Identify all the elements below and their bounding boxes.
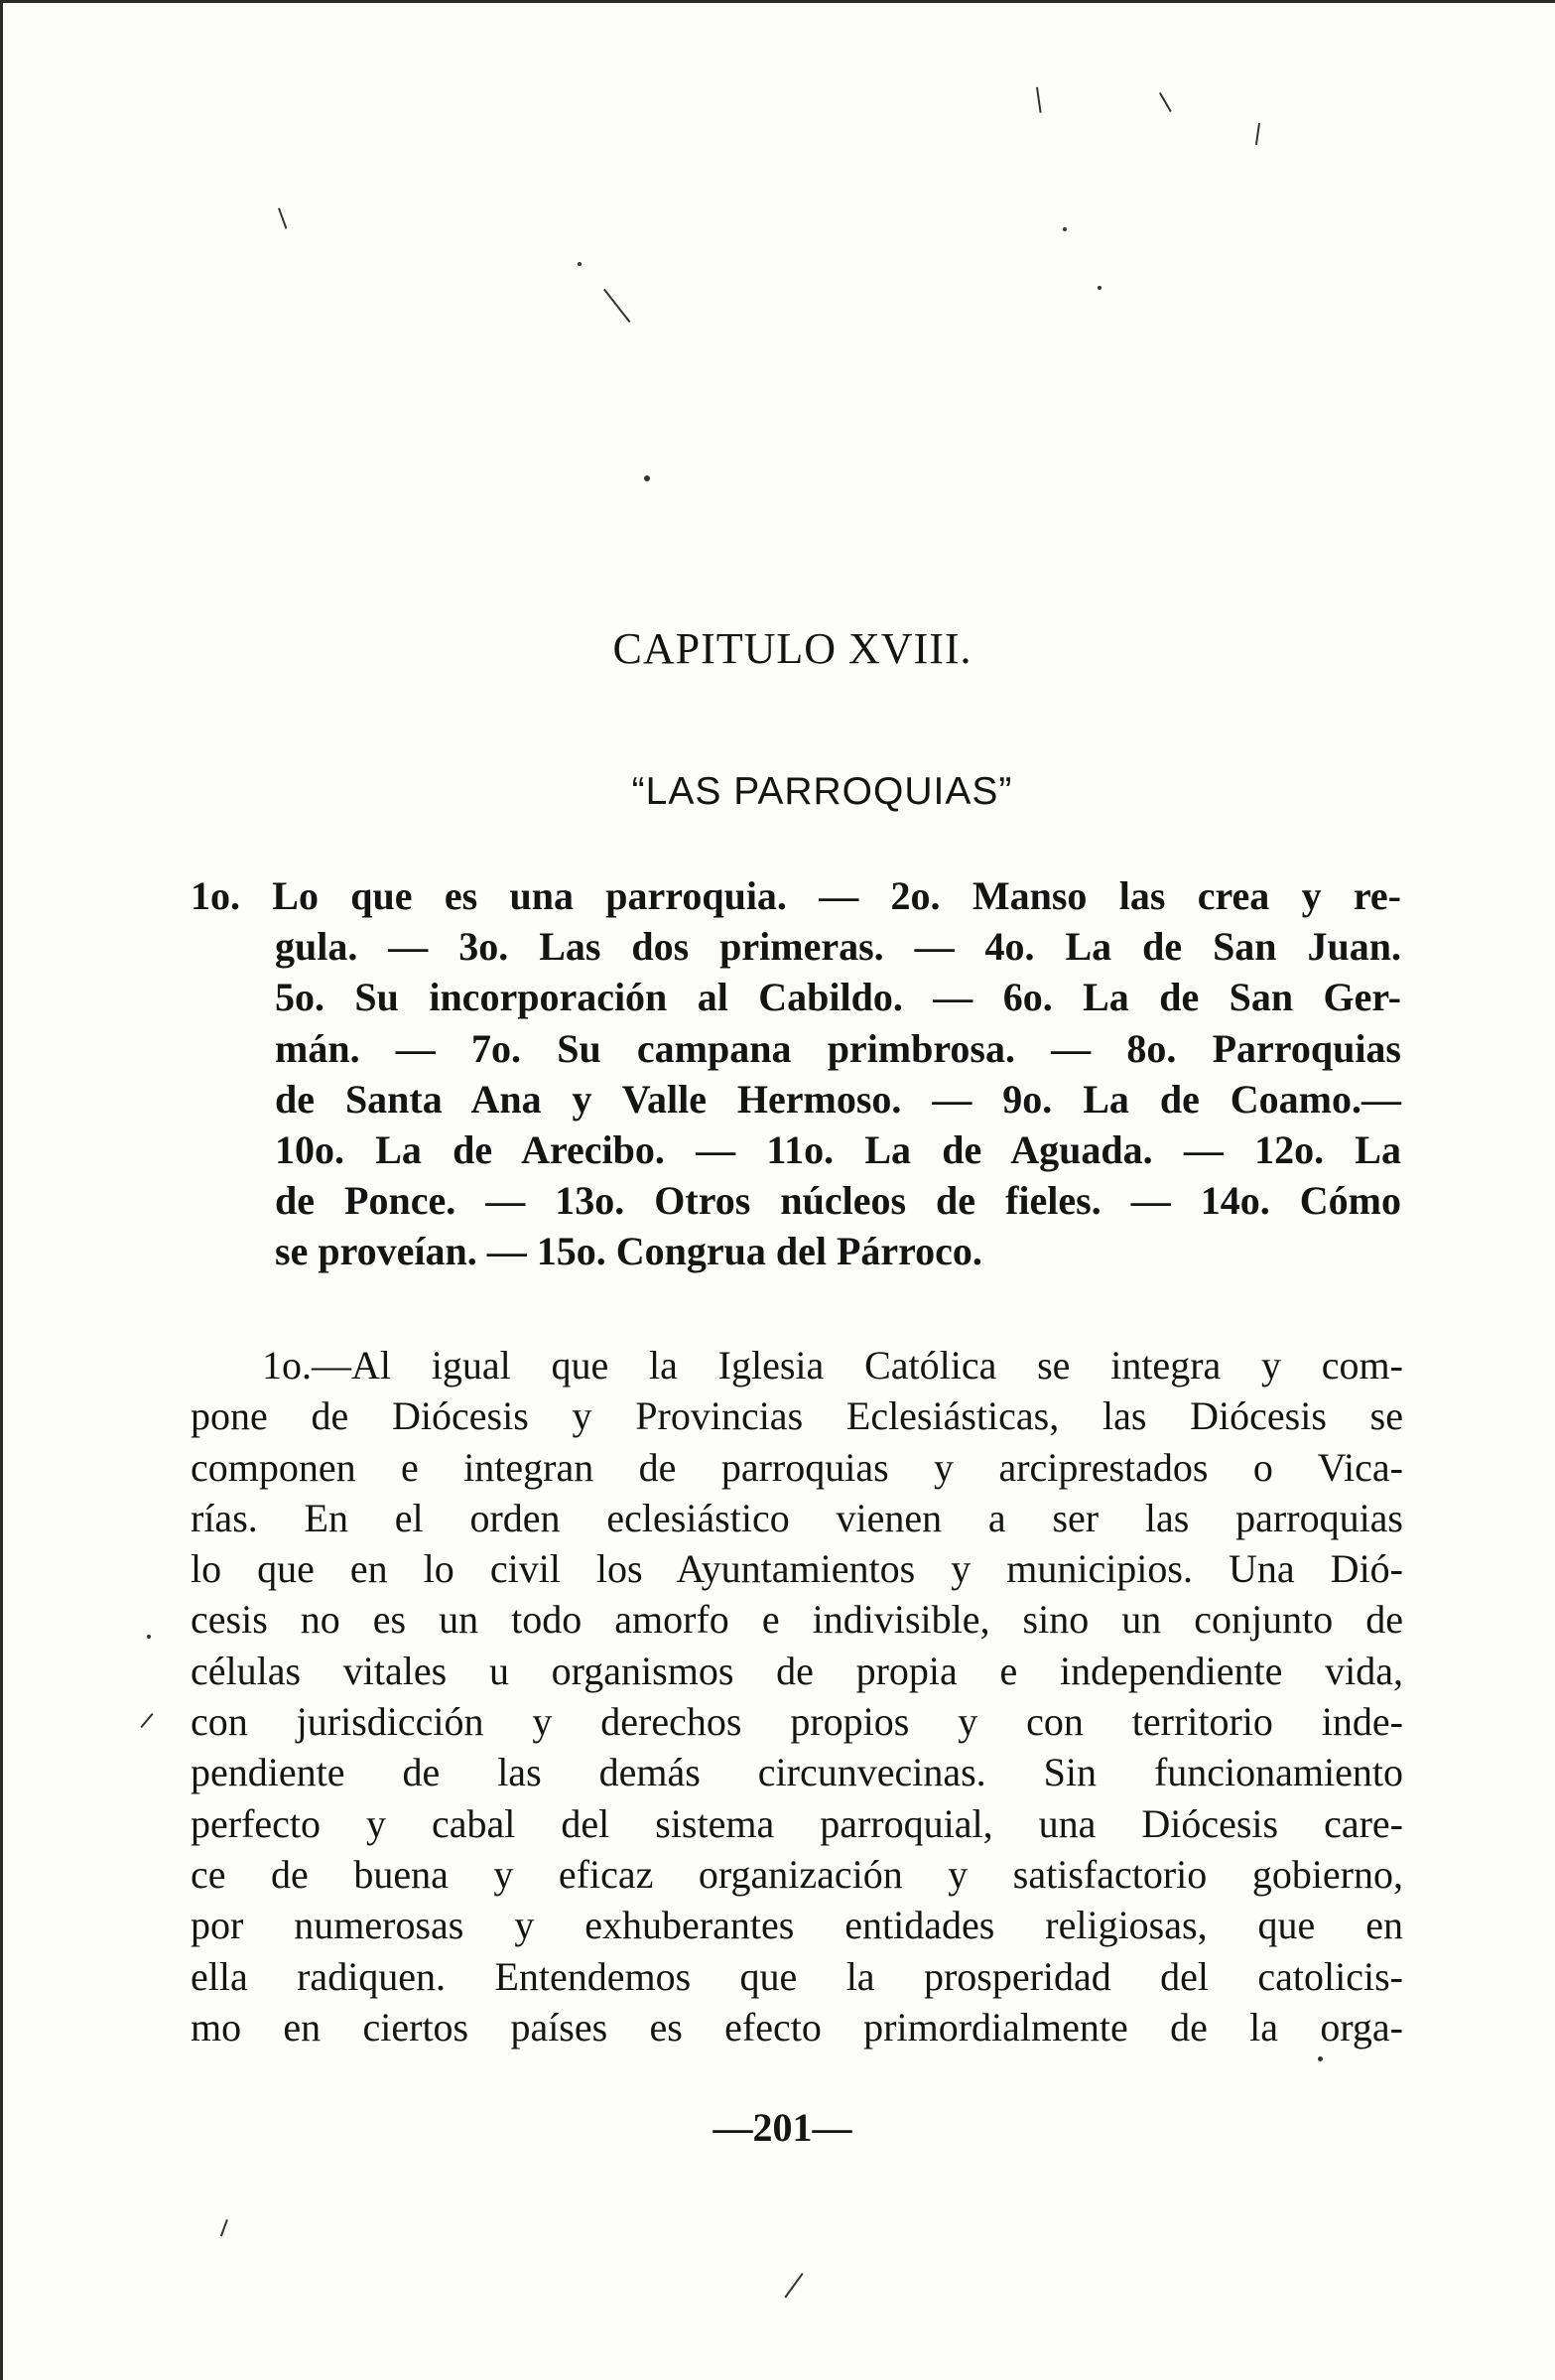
- summary-line: 1o. Lo que es una parroquia. — 2o. Manso las crea y re-: [191, 873, 1401, 918]
- body-line: pone de Diócesis y Provincias Eclesiásticas, las Diócesis se: [191, 1393, 1403, 1439]
- body-line: perfecto y cabal del sistema parroquial, una Diócesis care-: [191, 1800, 1403, 1846]
- scan-mark: [784, 2273, 803, 2298]
- body-line: cesis no es un todo amorfo e indivisible, sino un conjunto de: [191, 1597, 1403, 1643]
- summary-line: 10o. La de Arecibo. — 11o. La de Aguada. — 12o. La: [275, 1127, 1401, 1173]
- summary-line: se proveían. — 15o. Congrua del Párroco.: [275, 1229, 982, 1274]
- chapter-title: CAPITULO XVIII.: [612, 624, 972, 673]
- summary-line: de Ponce. — 13o. Otros núcleos de fieles. — 14o. Cómo: [275, 1178, 1401, 1224]
- chapter-subtitle: “LAS PARROQUIAS”: [631, 770, 1013, 813]
- scan-mark: [1255, 123, 1260, 145]
- body-paragraph: [191, 1340, 1403, 2052]
- body-line: rías. En el orden eclesiástico vienen a ser las parroquias: [191, 1495, 1403, 1540]
- summary-line: gula. — 3o. Las dos primeras. — 4o. La de San Juan.: [275, 924, 1401, 970]
- scan-mark: [278, 207, 287, 228]
- scan-mark: [603, 289, 630, 323]
- body-line: ce de buena y eficaz organización y satisfactorio gobierno,: [191, 1851, 1403, 1897]
- body-line: 1o.—Al igual que la Iglesia Católica se integra y com-: [262, 1343, 1403, 1388]
- scan-mark: [220, 2219, 228, 2237]
- body-line: componen e integran de parroquias y arciprestados o Vica-: [191, 1444, 1403, 1490]
- body-line: con jurisdicción y derechos propios y con territorio inde-: [191, 1699, 1403, 1745]
- body-line: mo en ciertos países es efecto primordialmente de la orga-: [191, 2004, 1403, 2049]
- scan-mark: [1036, 87, 1042, 113]
- scan-speck: [1318, 2056, 1323, 2061]
- body-line: ella radiquen. Entendemos que la prosperidad del catolicis-: [191, 1953, 1403, 1999]
- body-line: lo que en lo civil los Ayuntamientos y municipios. Una Dió-: [191, 1546, 1403, 1592]
- scan-edge-top: [0, 0, 1555, 3]
- summary-line: mán. — 7o. Su campana primbrosa. — 8o. Parroquias: [275, 1025, 1401, 1071]
- scan-speck: [578, 262, 582, 266]
- body-line: pendiente de las demás circunvecinas. Sin funcionamiento: [191, 1750, 1403, 1795]
- summary-line: 5o. Su incorporación al Cabildo. — 6o. La de San Ger-: [275, 975, 1401, 1020]
- scan-edge-left: [0, 0, 3, 2380]
- chapter-summary: [191, 870, 1401, 1277]
- scan-speck: [644, 475, 650, 481]
- summary-line: de Santa Ana y Valle Hermoso. — 9o. La de Coamo.—: [275, 1076, 1401, 1122]
- scan-mark: [140, 1713, 153, 1728]
- scan-mark: [1159, 92, 1172, 112]
- body-line: células vitales u organismos de propia e independiente vida,: [191, 1648, 1403, 1693]
- page-number: —201—: [713, 2105, 852, 2150]
- scan-speck: [147, 1635, 151, 1639]
- scan-speck: [1063, 227, 1067, 231]
- scan-speck: [1098, 286, 1101, 290]
- body-line: por numerosas y exhuberantes entidades religiosas, que en: [191, 1903, 1403, 1948]
